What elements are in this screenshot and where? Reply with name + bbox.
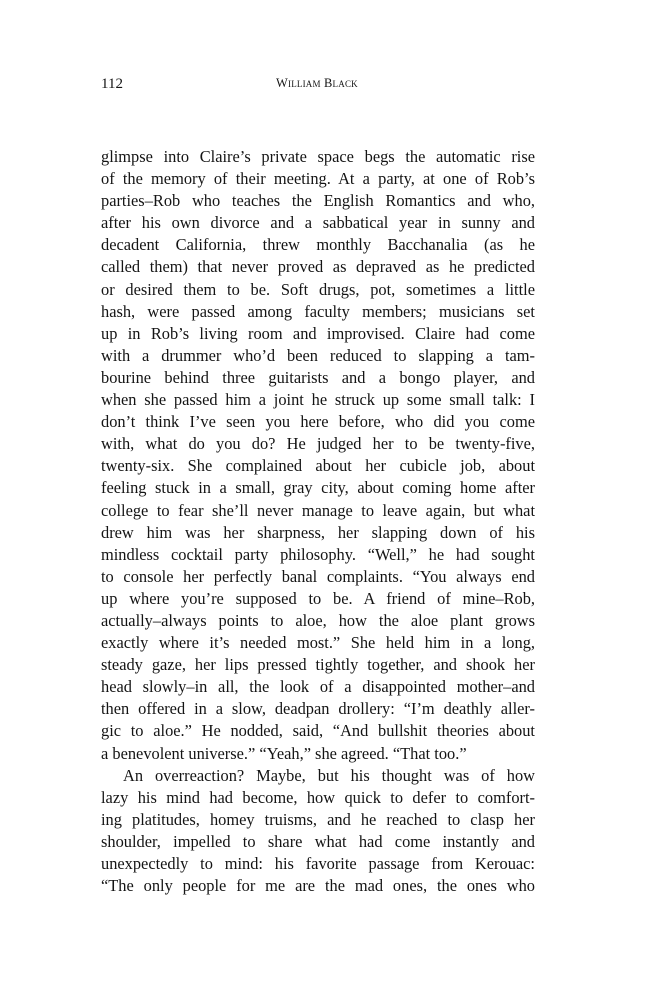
text-line: glimpse into Claire’s private space begs the automatic rise <box>101 147 535 166</box>
text-line: a benevolent universe.” “Yeah,” she agreed. “That too.” <box>101 743 467 763</box>
text-line: twenty-six. She complained about her cubicle job, about <box>101 456 535 476</box>
text-line: “The only people for me are the mad ones, the ones who <box>101 876 535 896</box>
text-line: when she passed him a joint he struck up some small talk: I <box>101 390 535 410</box>
text-line: up where you’re supposed to be. A friend of mine–Rob, <box>101 588 535 608</box>
text-line: after his own divorce and a sabbatical year in sunny and <box>101 213 535 233</box>
text-line: called them) that never proved as depraved as he predicted <box>101 257 535 277</box>
page-number: 112 <box>101 76 123 92</box>
running-title: William Black <box>276 76 358 90</box>
text-line: lazy his mind had become, how quick to defer to comfort- <box>101 787 535 807</box>
text-line: mindless cocktail party philosophy. “Well,” he had sought <box>101 544 535 564</box>
text-line: up in Rob’s living room and improvised. Claire had come <box>101 323 535 343</box>
body-text <box>101 146 535 897</box>
text-line: ing platitudes, homey truisms, and he reached to clasp her <box>101 809 535 829</box>
text-line: to console her perfectly banal complaints. “You always end <box>101 566 535 586</box>
text-line: college to fear she’ll never manage to leave again, but what <box>101 500 535 520</box>
text-line: hash, were passed among faculty members; musicians set <box>101 301 535 321</box>
text-line: with, what do you do? He judged her to be twenty-five, <box>101 434 535 454</box>
text-line: with a drummer who’d been reduced to slapping a tam- <box>101 345 535 365</box>
text-line: unexpectedly to mind: his favorite passage from Kerouac: <box>101 854 535 873</box>
text-line: drew him was her sharpness, her slapping down of his <box>101 522 535 542</box>
text-line: then offered in a slow, deadpan drollery: “I’m deathly aller- <box>101 699 535 719</box>
text-line: feeling stuck in a small, gray city, about coming home after <box>101 478 535 498</box>
text-line: shoulder, impelled to share what had come instantly and <box>101 831 535 851</box>
text-line: head slowly–in all, the look of a disappointed mother–and <box>101 677 535 697</box>
text-line: steady gaze, her lips pressed tightly together, and shook her <box>101 655 535 675</box>
text-line: An overreaction? Maybe, but his thought was of how <box>123 765 535 785</box>
text-line: of the memory of their meeting. At a party, at one of Rob’s <box>101 169 535 189</box>
running-head <box>101 76 535 96</box>
text-line: gic to aloe.” He nodded, said, “And bullshit theories about <box>101 721 535 741</box>
text-line: bourine behind three guitarists and a bongo player, and <box>101 367 535 387</box>
text-line: or desired them to be. Soft drugs, pot, sometimes a little <box>101 279 535 299</box>
text-line: actually–always points to aloe, how the aloe plant grows <box>101 610 535 630</box>
text-line: parties–Rob who teaches the English Romantics and who, <box>101 191 535 211</box>
text-line: don’t think I’ve seen you here before, who did you come <box>101 412 535 432</box>
text-line: exactly where it’s needed most.” She held him in a long, <box>101 633 535 653</box>
text-line: decadent California, threw monthly Bacchanalia (as he <box>101 235 535 255</box>
